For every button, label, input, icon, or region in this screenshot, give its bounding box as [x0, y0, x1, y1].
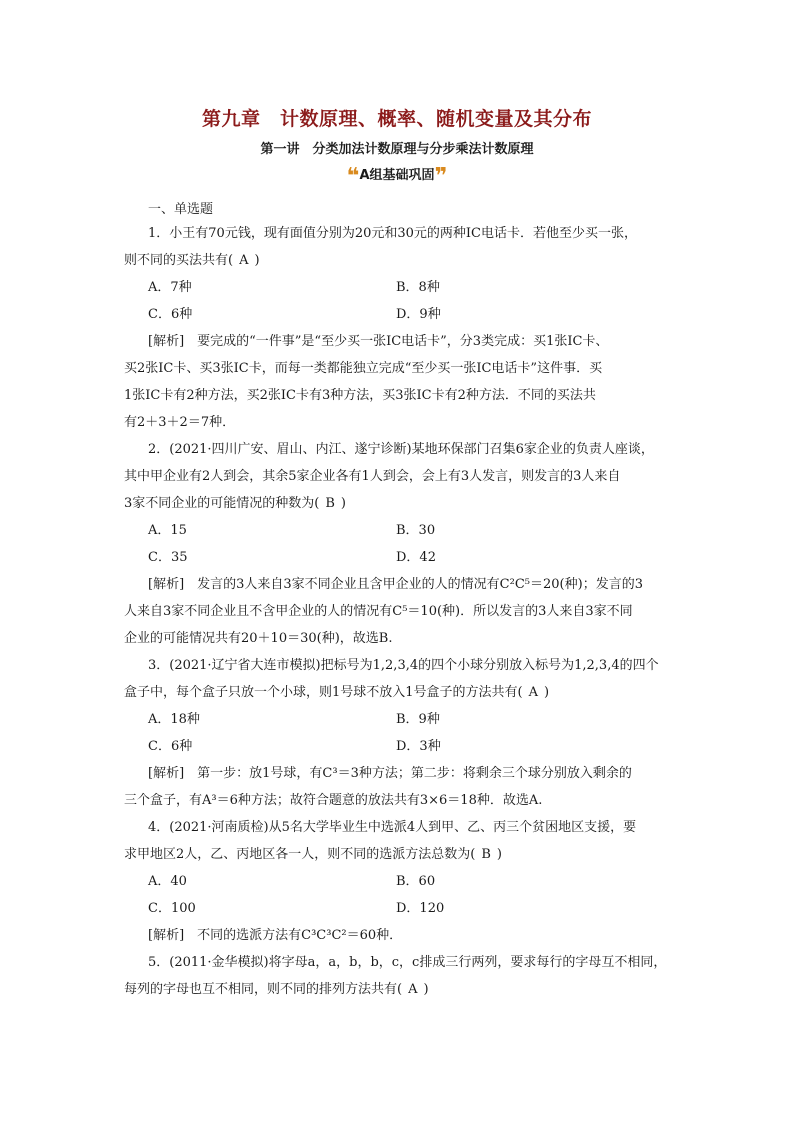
- q5-paren: ): [423, 982, 429, 997]
- q2-line-2: 其中甲企业有2人到会，其余5家企业各有1人到会，会上有3人发言，则发言的3人来自: [124, 469, 621, 484]
- group-label: A组基础巩固: [359, 168, 435, 183]
- q3-option-d: D．3种: [396, 739, 441, 754]
- q2-line-1: 2．(2021·四川广安、眉山、内江、遂宁诊断)某地环保部门召集6家企业的负责人座谈，: [148, 442, 654, 457]
- q3-option-b: B．9种: [396, 712, 440, 727]
- q3-answer: A: [528, 685, 539, 700]
- open-quote-icon: ❝: [346, 164, 360, 189]
- q3-solution-2: 三个盒子，有A³＝6种方法；故符合题意的放法共有3×6＝18种．故选A.: [124, 793, 543, 808]
- q2-solution-2: 人来自3家不同企业且不含甲企业的人的情况有C⁵＝10(种)．所以发言的3人来自3家不同: [124, 604, 633, 619]
- q3-solution-1: [解析] 第一步：放1号球，有C³＝3种方法；第二步：将剩余三个球分别放入剩余的: [148, 766, 632, 781]
- q3-option-c: C．6种: [148, 739, 193, 754]
- group-banner: [0, 164, 794, 188]
- q1-line-1: 1．小王有70元钱，现有面值分别为20元和30元的两种IC电话卡．若他至少买一张，: [148, 226, 637, 241]
- q2-solution-1: [解析] 发言的3人来自3家不同企业且含甲企业的人的情况有C²C⁵＝20(种)；发言的3: [148, 577, 643, 592]
- q2-solution-3: 企业的可能情况共有20＋10＝30(种)，故选B.: [124, 631, 393, 646]
- q4-option-d: D．120: [396, 901, 445, 916]
- q1-solution-1: [解析] 要完成的“一件事”是“至少买一张IC电话卡”，分3类完成：买1张IC卡、: [148, 334, 609, 349]
- close-quote-icon: ❞: [434, 164, 448, 189]
- q3-paren: ): [544, 685, 550, 700]
- section-heading: 一、单选题: [148, 202, 214, 217]
- q2-option-a: A．15: [148, 523, 187, 538]
- q4-stem-end: 求甲地区2人，乙、丙地区各一人，则不同的选派方法总数为(: [124, 847, 476, 862]
- q3-option-a: A．18种: [148, 712, 200, 727]
- q5-line-1: 5．(2011·金华模拟)将字母a，a，b，b，c，c排成三行两列，要求每行的字母互不相同，: [148, 955, 667, 970]
- q4-line-1: 4．(2021·河南质检)从5名大学毕业生中选派4人到甲、乙、丙三个贫困地区支援，要: [148, 820, 637, 835]
- q1-option-c: C．6种: [148, 307, 193, 322]
- q2-paren: ): [340, 496, 346, 511]
- q2-answer: B: [325, 496, 335, 511]
- q4-paren: ): [496, 847, 502, 862]
- q1-line-2: [124, 252, 260, 270]
- q2-option-b: B．30: [396, 523, 436, 538]
- q3-line-1: 3．(2021·辽宁省大连市模拟)把标号为1,2,3,4的四个小球分别放入标号为1,2,3,4的四个: [148, 658, 659, 673]
- q5-stem-end: 每列的字母也互不相同，则不同的排列方法共有(: [124, 982, 403, 997]
- q2-line-3: [124, 495, 346, 513]
- q5-answer: A: [408, 982, 418, 997]
- q1-answer: A: [239, 253, 249, 268]
- chapter-title: 第九章 计数原理、概率、随机变量及其分布: [201, 108, 592, 130]
- q1-option-d: D．9种: [396, 307, 441, 322]
- q5-line-2: [124, 981, 429, 999]
- q4-answer: B: [481, 847, 491, 862]
- q4-line-2: [124, 846, 502, 864]
- q1-solution-4: 有2＋3＋2＝7种．: [124, 415, 236, 430]
- q1-solution-2: 买2张IC卡、买3张IC卡，而每一类都能独立完成“至少买一张IC电话卡”这件事．买: [124, 361, 603, 376]
- q3-line-2: [124, 684, 549, 702]
- q4-option-c: C．100: [148, 901, 196, 916]
- q1-option-b: B．8种: [396, 280, 440, 295]
- q4-option-b: B．60: [396, 874, 436, 889]
- q4-option-a: A．40: [148, 874, 187, 889]
- q2-option-d: D．42: [396, 550, 436, 565]
- q1-stem-end: 则不同的买法共有(: [124, 253, 234, 268]
- lecture-title: 第一讲 分类加法计数原理与分步乘法计数原理: [260, 142, 534, 157]
- q1-solution-3: 1张IC卡有2种方法，买2张IC卡有3种方法，买3张IC卡有2种方法．不同的买法共: [124, 388, 596, 403]
- q1-paren: ): [254, 253, 260, 268]
- q2-option-c: C．35: [148, 550, 188, 565]
- q2-stem-end: 3家不同企业的可能情况的种数为(: [124, 496, 320, 511]
- q3-stem-end: 盒子中，每个盒子只放一个小球，则1号球不放入1号盒子的方法共有(: [124, 685, 523, 700]
- q4-solution-1: [解析] 不同的选派方法有C³C³C²＝60种．: [148, 928, 403, 943]
- q1-option-a: A．7种: [148, 280, 192, 295]
